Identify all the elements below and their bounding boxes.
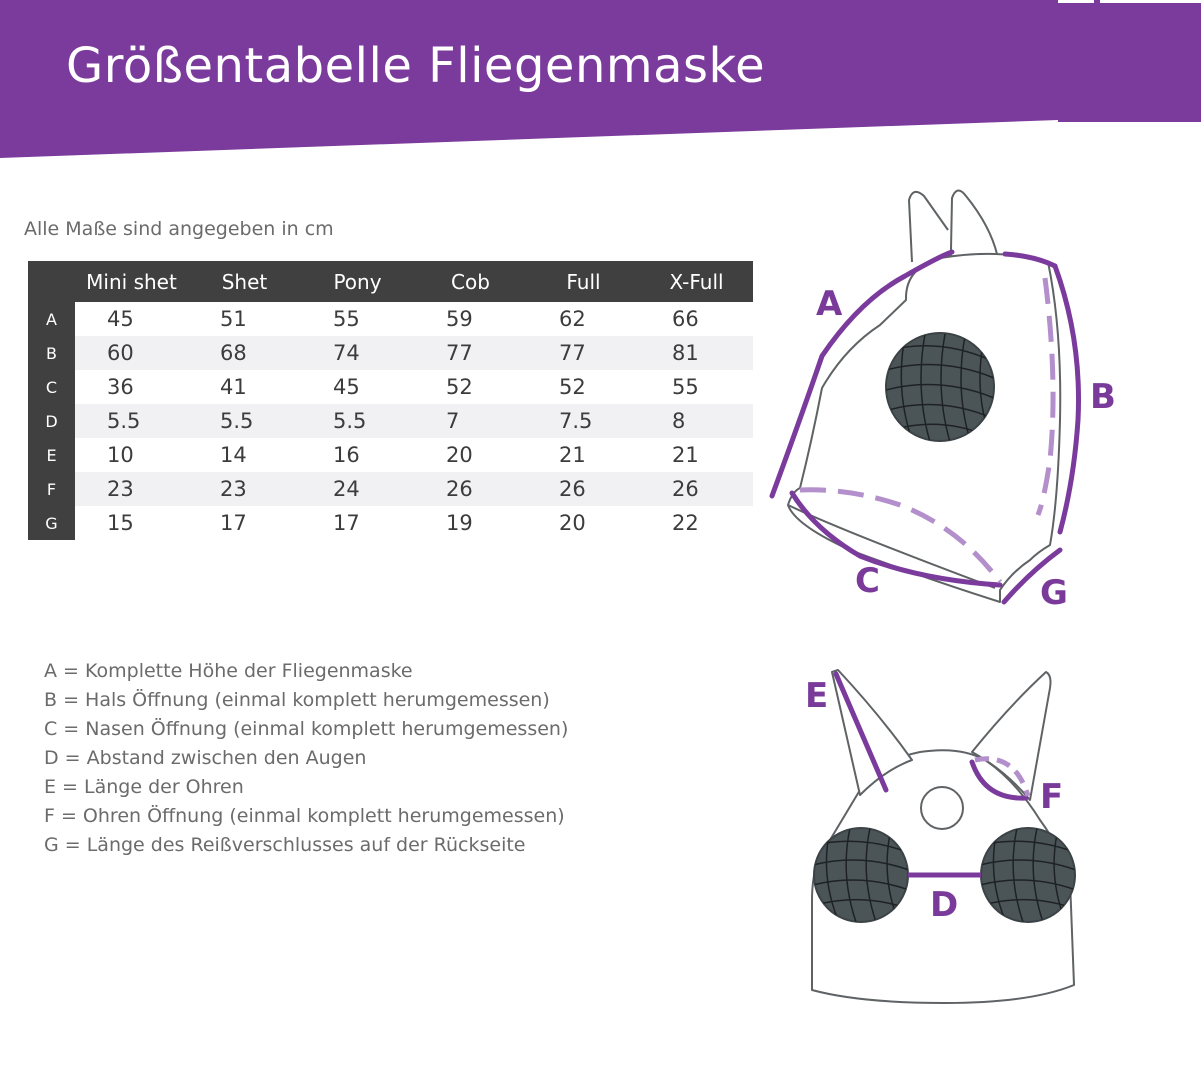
table-cell: 5.5 <box>188 404 301 438</box>
table-cell: 66 <box>672 307 699 331</box>
legend-item: C = Nasen Öffnung (einmal komplett herumgemessen) <box>44 718 569 740</box>
column-header: X-Full <box>640 261 753 302</box>
table-header-row <box>28 261 753 302</box>
table-cell: 22 <box>672 511 699 535</box>
table-cell: 8 <box>640 404 753 438</box>
page-title: Größentabelle Fliegenmaske <box>66 38 766 94</box>
table-cell: 26 <box>414 472 527 506</box>
table-cell: 5.5 <box>301 404 414 438</box>
table-cell: 41 <box>220 375 247 399</box>
label-f: F <box>1040 777 1064 817</box>
table-row <box>28 404 753 438</box>
label-e: E <box>805 676 829 716</box>
ear-back-outline <box>909 192 948 262</box>
table-cell: 68 <box>188 336 301 370</box>
row-label: F <box>28 472 75 506</box>
table-cell: 45 <box>107 307 134 331</box>
label-b: B <box>1090 377 1116 417</box>
table-row <box>28 506 753 540</box>
row-label: B <box>28 336 75 370</box>
table-cell: 14 <box>220 443 247 467</box>
table-cell: 26 <box>640 472 753 506</box>
table-row <box>28 370 753 404</box>
table-cell: 16 <box>333 443 360 467</box>
table-cell: 23 <box>188 472 301 506</box>
table-cell: 51 <box>220 307 247 331</box>
table-cell: 52 <box>559 375 586 399</box>
table-cell: 45 <box>333 375 360 399</box>
column-header: Pony <box>301 261 414 302</box>
column-header: Cob <box>414 261 527 302</box>
table-cell: 77 <box>414 336 527 370</box>
table-cell: 21 <box>672 443 699 467</box>
legend-item: B = Hals Öffnung (einmal komplett herumgemessen) <box>44 689 550 711</box>
table-cell: 59 <box>446 307 473 331</box>
table-cell: 17 <box>333 511 360 535</box>
legend-item: G = Länge des Reißverschlusses auf der Rückseite <box>44 834 526 856</box>
table-cell: 52 <box>446 375 473 399</box>
table-cell: 24 <box>301 472 414 506</box>
table-cell: 23 <box>75 472 188 506</box>
eye-mesh <box>886 333 994 442</box>
table-cell: 7 <box>414 404 527 438</box>
label-d: D <box>930 885 959 925</box>
eye-right-mesh <box>980 828 1076 922</box>
table-cell: 19 <box>446 511 473 535</box>
label-a: A <box>816 284 843 324</box>
table-cell: 81 <box>640 336 753 370</box>
column-header: Full <box>527 261 640 302</box>
table-cell: 20 <box>559 511 586 535</box>
eye-left-mesh <box>813 828 909 922</box>
side-view-diagram <box>760 180 1116 620</box>
row-label: G <box>28 506 75 540</box>
front-view-diagram <box>800 660 1090 1010</box>
table-cell: 20 <box>446 443 473 467</box>
units-note: Alle Maße sind angegeben in cm <box>24 218 334 240</box>
column-header: Mini shet <box>75 261 188 302</box>
table-cell: 74 <box>301 336 414 370</box>
table-cell: 55 <box>333 307 360 331</box>
table-cell: 15 <box>107 511 134 535</box>
table-cell: 21 <box>559 443 586 467</box>
legend-item: F = Ohren Öffnung (einmal komplett herumgemessen) <box>44 805 565 827</box>
legend-list <box>44 657 568 860</box>
table-row <box>28 336 753 370</box>
table-cell: 77 <box>527 336 640 370</box>
size-table <box>28 261 753 540</box>
row-label: E <box>28 438 75 472</box>
label-c: C <box>855 561 880 601</box>
forelock-hole <box>921 787 963 829</box>
row-label: D <box>28 404 75 438</box>
legend-item: E = Länge der Ohren <box>44 776 244 798</box>
label-g: G <box>1040 573 1068 613</box>
table-cell: 7.5 <box>527 404 640 438</box>
corner-cell <box>28 261 75 302</box>
table-cell: 17 <box>220 511 247 535</box>
table-cell: 10 <box>107 443 134 467</box>
row-label: C <box>28 370 75 404</box>
table-cell: 36 <box>107 375 134 399</box>
row-label: A <box>28 302 75 336</box>
table-cell: 5.5 <box>75 404 188 438</box>
column-header: Shet <box>188 261 301 302</box>
legend-item: D = Abstand zwischen den Augen <box>44 747 367 769</box>
table-row <box>28 302 753 336</box>
table-cell: 60 <box>75 336 188 370</box>
table-cell: 26 <box>527 472 640 506</box>
table-cell: 62 <box>559 307 586 331</box>
table-row <box>28 472 753 506</box>
table-row <box>28 438 753 472</box>
table-cell: 55 <box>672 375 699 399</box>
legend-item: A = Komplette Höhe der Fliegenmaske <box>44 660 413 682</box>
